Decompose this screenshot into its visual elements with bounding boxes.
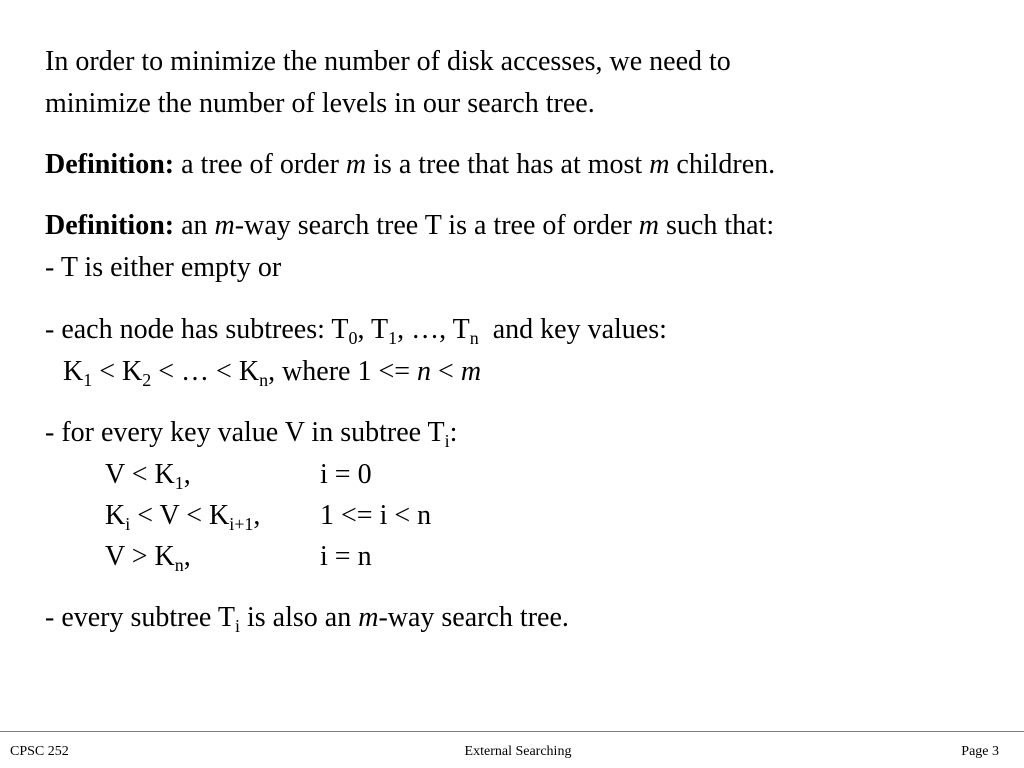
text: -way search tree T is a tree of order [234, 210, 639, 241]
condition-subtrees [45, 309, 667, 351]
condition-every-subtree [45, 597, 569, 639]
text: < [431, 356, 461, 387]
subscript: i [234, 616, 240, 636]
math-m: m [345, 149, 367, 180]
subscript: i [125, 514, 131, 534]
subscript: n [259, 370, 269, 390]
math-n: n [417, 356, 432, 387]
math-m: m [638, 210, 660, 241]
definition-m-way [45, 205, 774, 247]
subscript: n [469, 328, 479, 348]
definition-label: Definition: [45, 149, 175, 180]
text: V > K [105, 541, 175, 572]
text: children. [669, 149, 776, 180]
intro-line-1: In order to minimize the number of disk accesses, we need to [45, 46, 731, 77]
subscript: 1 [388, 328, 398, 348]
subscript: n [174, 555, 184, 575]
intro-line-2: minimize the number of levels in our search tree. [45, 88, 595, 119]
text: - [45, 602, 55, 633]
text: is a tree that has at most [366, 149, 650, 180]
footer-course: CPSC 252 [10, 744, 69, 759]
text: < K [92, 356, 143, 387]
subscript: i [444, 431, 450, 451]
rule-condition: i = n [320, 541, 372, 572]
rule-condition: i = 0 [320, 459, 372, 490]
text: < V < K [130, 500, 230, 531]
condition-every-key [45, 412, 457, 454]
math-m: m [649, 149, 670, 180]
subscript: 2 [142, 370, 152, 390]
text: V < K [105, 459, 175, 490]
subscript: i+1 [229, 514, 254, 534]
condition-empty: - T is either empty or [45, 252, 282, 283]
text: a tree of order [174, 149, 346, 180]
text: an [174, 210, 215, 241]
text: , T [357, 314, 389, 345]
text: , [253, 500, 261, 531]
text: and key values: [478, 314, 667, 345]
text: , [183, 541, 191, 572]
text: is also an [239, 602, 359, 633]
text: , [183, 459, 191, 490]
text: , …, T [397, 314, 470, 345]
rule-row-1 [105, 454, 605, 496]
footer-page-number: Page 3 [961, 744, 999, 759]
text: such that: [659, 210, 775, 241]
definition-order [45, 144, 775, 186]
text: : [449, 417, 458, 448]
text: - each node has subtrees: T [45, 314, 349, 345]
rule-condition: 1 <= i < n [320, 500, 432, 531]
subscript: 1 [174, 473, 184, 493]
text: every subtree T [54, 602, 235, 633]
definition-label: Definition: [45, 210, 175, 241]
math-m: m [214, 210, 235, 241]
math-m: m [358, 602, 379, 633]
text: < … < K [151, 356, 260, 387]
text: - for every key value V in subtree T [45, 417, 445, 448]
condition-keys [63, 351, 481, 393]
subscript: 1 [83, 370, 93, 390]
footer-title: External Searching [464, 744, 572, 759]
subscript: 0 [348, 328, 358, 348]
rule-row-2 [105, 495, 605, 537]
rule-row-3 [105, 536, 605, 578]
footer-divider [0, 731, 1024, 732]
text: -way search tree. [378, 602, 569, 633]
text: K [105, 500, 126, 531]
text: , where 1 <= [268, 356, 418, 387]
text: K [63, 356, 84, 387]
math-m: m [460, 356, 482, 387]
